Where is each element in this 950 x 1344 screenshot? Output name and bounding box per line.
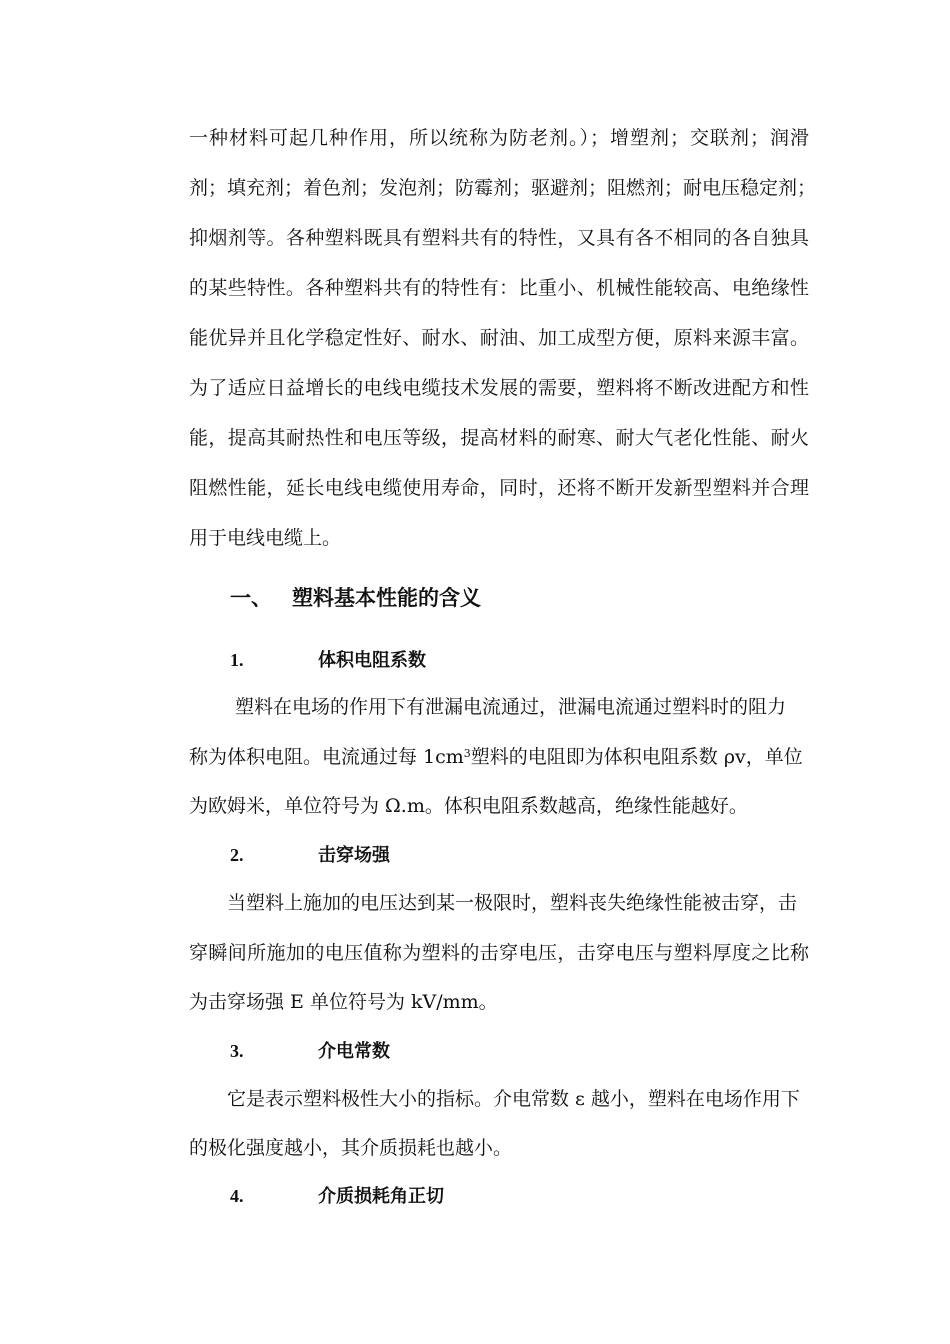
subsection-heading-2: [230, 843, 390, 868]
paragraph-line: 的某些特性。各种塑料共有的特性有：比重小、机械性能较高、电绝缘性: [189, 277, 809, 299]
paragraph-line: 塑料在电场的作用下有泄漏电流通过，泄漏电流通过塑料时的阻力: [235, 696, 787, 718]
paragraph-line: 能，提高其耐热性和电压等级，提高材料的耐寒、耐大气老化性能、耐火: [189, 427, 809, 449]
paragraph-line: 穿瞬间所施加的电压值称为塑料的击穿电压，击穿电压与塑料厚度之比称: [189, 942, 809, 964]
subsection-number: 4.: [230, 1186, 244, 1206]
subsection-title: 介电常数: [318, 1041, 390, 1062]
paragraph-line: 阻燃性能，延长电线电缆使用寿命，同时，还将不断开发新型塑料并合理: [189, 477, 809, 499]
subsection-title: 介质损耗角正切: [318, 1186, 444, 1207]
paragraph-line: 一种材料可起几种作用，所以统称为防老剂。）；增塑剂；交联剂；润滑: [189, 127, 809, 149]
paragraph-line: 为了适应日益增长的电线电缆技术发展的需要，塑料将不断改进配方和性: [189, 377, 809, 399]
text-run: 称为体积电阻。电流通过每 1cm: [189, 746, 464, 768]
subsection-heading-3: [230, 1039, 390, 1064]
paragraph-line: 能优异并且化学稳定性好、耐水、耐油、加工成型方便，原料来源丰富。: [189, 327, 809, 349]
subsection-heading-4: [230, 1184, 444, 1209]
subsection-number: 3.: [230, 1041, 244, 1061]
subsection-title: 击穿场强: [318, 845, 390, 866]
subsection-heading-1: [230, 648, 426, 673]
superscript: 3: [463, 747, 471, 760]
paragraph-line: 为欧姆米，单位符号为 Ω.m。体积电阻系数越高，绝缘性能越好。: [189, 795, 748, 817]
paragraph-line: 剂；填充剂；着色剂；发泡剂；防霉剂；驱避剂；阻燃剂；耐电压稳定剂；: [189, 177, 817, 199]
section-number: 一、: [230, 586, 272, 610]
section-heading: [230, 584, 481, 612]
subsection-title: 体积电阻系数: [318, 650, 426, 671]
paragraph-line: 抑烟剂等。各种塑料既具有塑料共有的特性，又具有各不相同的各自独具: [189, 227, 809, 249]
paragraph-line: 为击穿场强 E 单位符号为 kV/mm。: [189, 991, 498, 1013]
paragraph-line: 它是表示塑料极性大小的指标。介电常数 ε 越小，塑料在电场作用下: [227, 1088, 800, 1110]
text-run: 塑料的电阻即为体积电阻系数 ρv，单位: [470, 746, 803, 768]
section-title: 塑料基本性能的含义: [292, 586, 481, 610]
paragraph-line: 的极化强度越小，其介质损耗也越小。: [189, 1137, 513, 1159]
paragraph-line: 当塑料上施加的电压达到某一极限时，塑料丧失绝缘性能被击穿，击: [227, 892, 798, 914]
paragraph-line: 用于电线电缆上。: [189, 527, 342, 549]
subsection-number: 2.: [230, 845, 244, 865]
paragraph-line-with-superscript: [189, 745, 803, 769]
subsection-number: 1.: [230, 650, 244, 670]
